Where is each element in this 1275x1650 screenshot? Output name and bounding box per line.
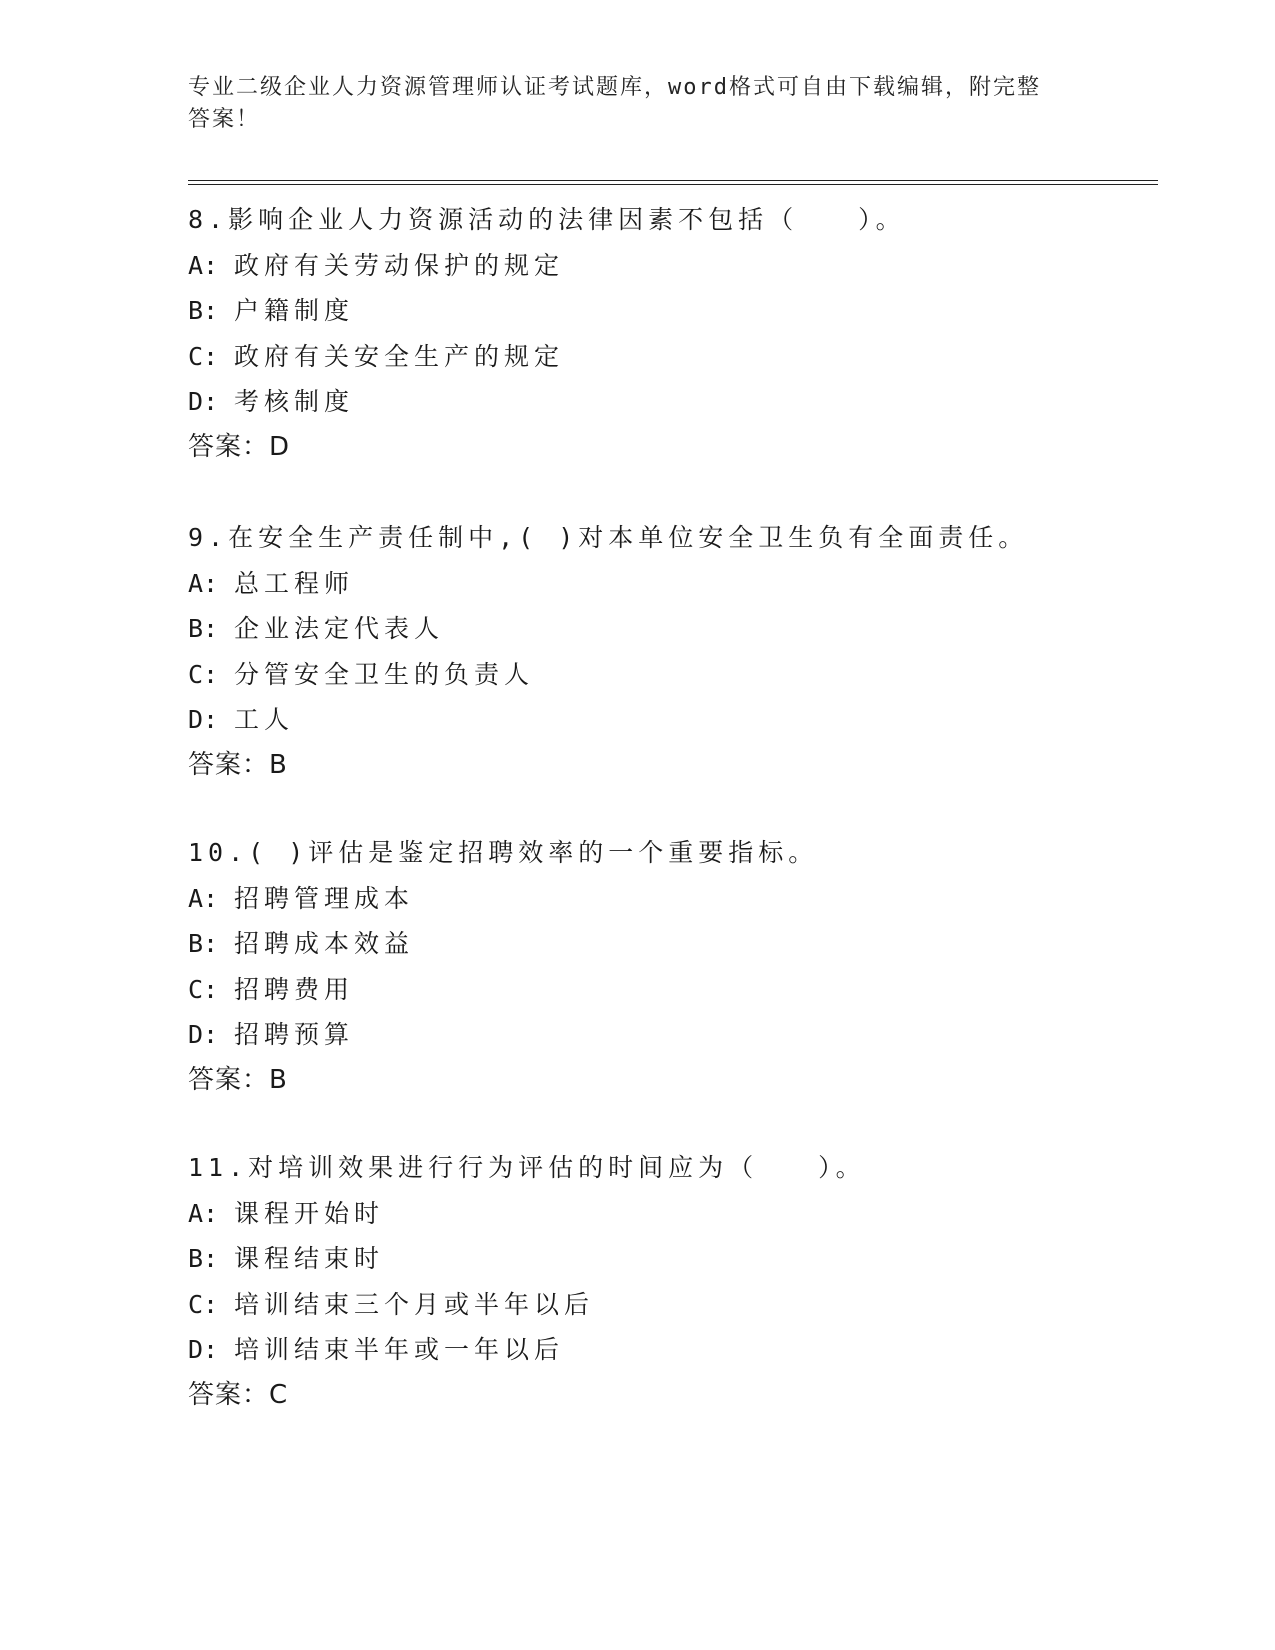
option-letter: D: — [188, 1335, 219, 1364]
option-text: 政府有关安全生产的规定 — [234, 341, 565, 371]
header-line-1: 专业二级企业人力资源管理师认证考试题库，word格式可自由下载编辑，附完整 — [188, 75, 1041, 100]
option-letter: C: — [188, 341, 219, 371]
option-letter: C: — [188, 1289, 219, 1319]
header-divider-bottom — [188, 184, 1158, 185]
option-d — [188, 697, 1148, 743]
option-text: 招聘预算 — [234, 1020, 355, 1049]
option-b — [188, 288, 1148, 334]
option-letter: D: — [188, 1020, 219, 1049]
option-letter: A: — [188, 883, 219, 913]
option-a — [188, 243, 1148, 289]
option-b — [188, 1236, 1148, 1282]
option-text: 招聘费用 — [234, 974, 355, 1004]
question-block — [188, 830, 1148, 1103]
option-text: 工人 — [234, 705, 295, 734]
option-a — [188, 876, 1148, 922]
option-c — [188, 1282, 1148, 1328]
option-c — [188, 334, 1148, 380]
option-a — [188, 561, 1148, 607]
option-text: 课程开始时 — [234, 1198, 385, 1228]
option-text: 分管安全卫生的负责人 — [234, 659, 535, 689]
answer-line: 答案：B — [188, 749, 288, 780]
option-letter: A: — [188, 1198, 219, 1228]
option-letter: D: — [188, 387, 219, 416]
option-b — [188, 921, 1148, 967]
option-text: 培训结束半年或一年以后 — [234, 1335, 565, 1364]
question-block — [188, 197, 1148, 470]
option-text: 培训结束三个月或半年以后 — [234, 1289, 595, 1319]
option-text: 招聘管理成本 — [234, 883, 415, 913]
option-d — [188, 1327, 1148, 1373]
question-block — [188, 515, 1148, 788]
option-text: 课程结束时 — [234, 1244, 385, 1273]
option-b — [188, 606, 1148, 652]
question-stem: 10.( )评估是鉴定招聘效率的一个重要指标。 — [188, 838, 819, 867]
document-header — [188, 72, 1088, 136]
option-d — [188, 379, 1148, 425]
option-letter: B: — [188, 614, 219, 643]
question-stem: 8.影响企业人力资源活动的法律因素不包括（ ）。 — [188, 205, 906, 234]
question-block — [188, 1145, 1148, 1418]
option-text: 招聘成本效益 — [234, 929, 415, 958]
option-text: 企业法定代表人 — [234, 614, 445, 643]
option-c — [188, 967, 1148, 1013]
option-text: 政府有关劳动保护的规定 — [234, 250, 565, 280]
option-text: 考核制度 — [234, 387, 355, 416]
option-letter: C: — [188, 659, 219, 689]
option-letter: A: — [188, 250, 219, 280]
option-text: 总工程师 — [234, 568, 355, 598]
question-stem: 9.在安全生产责任制中,( )对本单位安全卫生负有全面责任。 — [188, 523, 1029, 552]
option-a — [188, 1191, 1148, 1237]
question-stem: 11.对培训效果进行行为评估的时间应为（ ）。 — [188, 1153, 866, 1182]
option-letter: B: — [188, 929, 219, 958]
option-letter: B: — [188, 296, 219, 325]
answer-line: 答案：D — [188, 431, 291, 462]
option-letter: B: — [188, 1244, 219, 1273]
answer-line: 答案：B — [188, 1064, 288, 1095]
answer-line: 答案：C — [188, 1379, 289, 1410]
option-text: 户籍制度 — [234, 296, 355, 325]
option-letter: C: — [188, 974, 219, 1004]
option-letter: D: — [188, 705, 219, 734]
option-letter: A: — [188, 568, 219, 598]
header-divider-top — [188, 180, 1158, 181]
option-d — [188, 1012, 1148, 1058]
option-c — [188, 652, 1148, 698]
header-line-2: 答案！ — [188, 107, 261, 132]
